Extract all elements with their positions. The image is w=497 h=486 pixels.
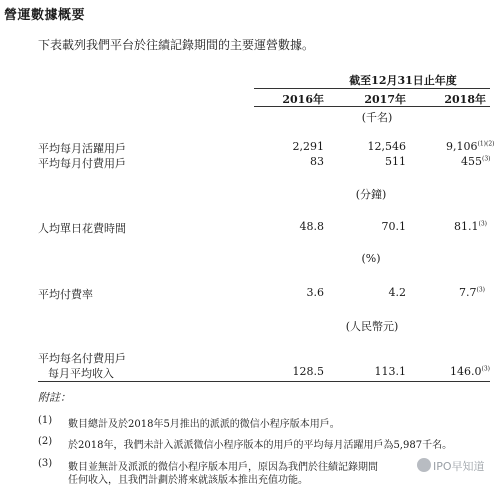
notes-heading: 附註： [38,391,71,404]
paying-users-2018-note: (3) [482,155,491,163]
footnote-1-number: (1) [38,415,53,426]
unit-minutes: (分鐘) [355,188,387,201]
section-title: 營運數據概要 [4,8,86,23]
mau-2018-note: (1)(2) [477,140,495,148]
daily-time-2016: 48.8 [299,220,324,233]
footnote-2-text: 於2018年，我們未計入派派微信小程序版本的用戶的平均每月活躍用戶為5,987千名。 [68,440,453,451]
daily-time-2018: 81.1 [454,220,479,233]
row-label-paying-users: 平均每月付費用戶 [38,157,126,170]
paying-users-2018: 455 [461,155,482,168]
mau-2017: 12,546 [367,140,406,153]
footnote-3-number: (3) [38,458,53,469]
year-2016-header: 2016年 [282,93,324,106]
arppu-2016: 128.5 [292,365,324,378]
row-label-paying-ratio: 平均付費率 [38,288,93,301]
header-rule [254,88,490,89]
paying-users-2017: 511 [385,155,406,168]
paying-ratio-2016: 3.6 [306,286,324,299]
row-label-daily-time: 人均單日花費時間 [38,222,126,235]
footnote-3-text-line2: 任何收入，且我們計劃於將來就該版本推出充值功能。 [68,475,308,486]
watermark-text: IPO早知道 [433,460,485,473]
table-bottom-rule [38,381,490,382]
wechat-logo-icon [417,458,431,472]
intro-text: 下表載列我們平台於往績記錄期間的主要運營數據。 [38,38,315,52]
unit-thousands: (千名) [361,111,393,124]
mau-2016: 2,291 [292,140,324,153]
years-rule [254,106,490,107]
paying-ratio-2018: 7.7 [459,286,477,299]
row-label-arppu: 平均每名付費用戶 [38,352,126,365]
paying-ratio-2018-note: (3) [476,286,485,294]
daily-time-2018-note: (3) [478,220,487,228]
period-header: 截至12月31日止年度 [349,74,457,87]
paying-ratio-2018-cell [459,286,485,299]
footnote-3-text: 數目並無計及派派的微信小程序版本用戶，原因為我們於往績記錄期間 [68,462,378,473]
paying-users-2018-cell [461,155,491,168]
paying-users-2016: 83 [310,155,324,168]
footnote-2-number: (2) [38,436,53,447]
arppu-2017: 113.1 [374,365,406,378]
arppu-2018: 146.0 [450,365,482,378]
arppu-2018-cell [450,365,490,378]
daily-time-2018-cell [454,220,487,233]
footnote-1-text: 數目總計及於2018年5月推出的派派的微信小程序版本用戶。 [68,419,340,430]
year-2017-header: 2017年 [364,93,406,106]
mau-2018-cell [446,140,495,153]
arppu-2018-note: (3) [481,365,490,373]
unit-rmb: (人民幣元) [345,320,399,333]
unit-percent: (%) [361,252,381,265]
year-2018-header: 2018年 [444,93,486,106]
paying-ratio-2017: 4.2 [388,286,406,299]
row-label-mau: 平均每月活躍用戶 [38,142,126,155]
mau-2018: 9,106 [446,140,478,153]
daily-time-2017: 70.1 [381,220,406,233]
row-label-arppu-line2: 每月平均收入 [48,367,114,380]
